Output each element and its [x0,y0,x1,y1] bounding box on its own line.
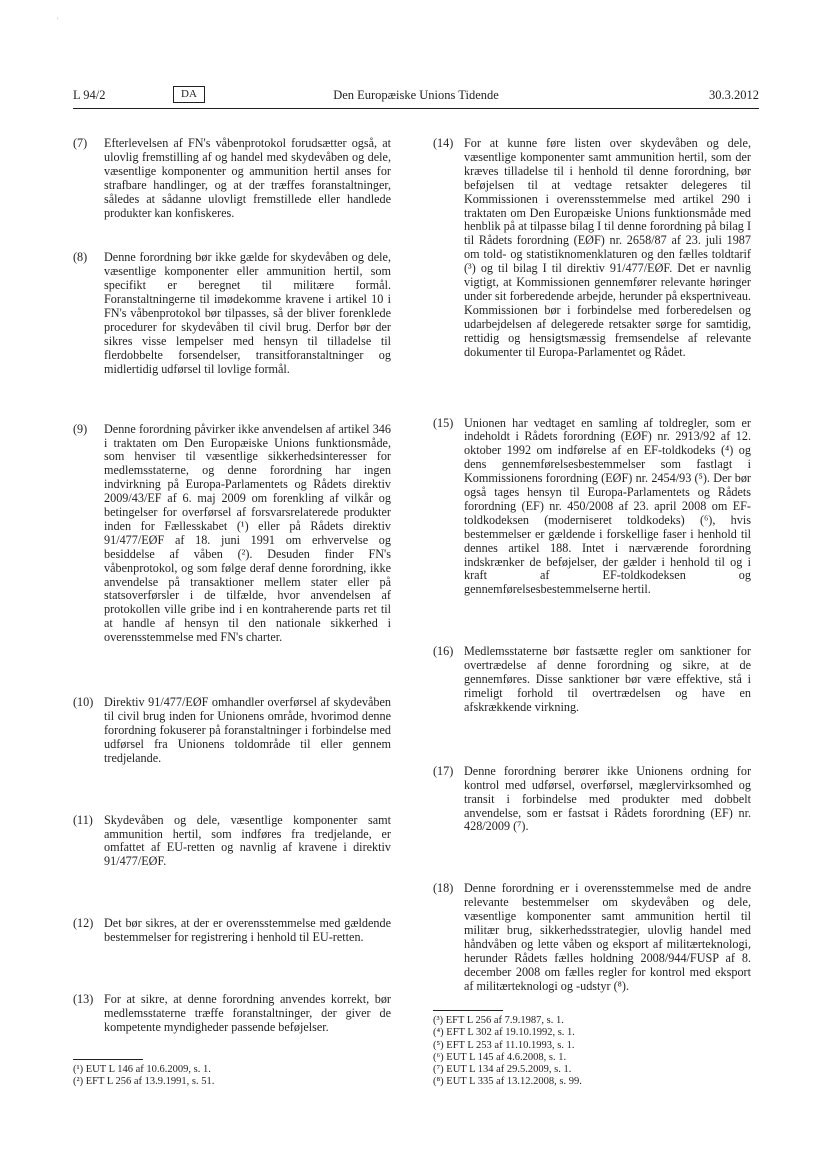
recital-number: (16) [433,644,454,659]
footnote: (²) EFT L 256 af 13.9.1991, s. 51. [73,1076,215,1088]
recital-number: (7) [73,136,88,150]
recital-number: (11) [73,812,93,827]
footnote: (⁷) EUT L 134 af 29.5.2009, s. 1. [433,1064,572,1076]
recital-10 [73,696,391,766]
recital-number: (17) [433,763,454,778]
recital-11 [73,814,391,870]
journal-title: Den Europæiske Unions Tidende [333,88,499,102]
recital-text: For at sikre, at denne forordning anvendes korrekt, bør medlemsstaterne træffe foranstaltninger, der giver de kompetente myndigheder passende beføjelser. [104,992,391,1034]
recital-7 [73,137,391,220]
recital-16 [433,645,751,715]
recital-15 [433,417,751,598]
scan-mark: ' [57,16,59,26]
right-column [433,137,751,994]
recital-13 [73,993,391,1035]
recital-14 [433,137,751,360]
page-reference: L 94/2 [73,88,106,102]
footnote-rule [73,1059,143,1060]
header-rule [73,108,759,109]
recital-text: Denne forordning bør ikke gælde for skydevåben og dele, væsentlige komponenter eller ammunition hertil, som specifikt er beregnet til militære formål. Foranstaltningerne til imødekomme kravene i artikel 10 i FN's våbenprotokol bør tilpasses, så der bliver forenklede procedurer for skydevåben til civil brug. Derfor bør der sikres visse lempelser med hensyn til tilladelse til flerdobbelte forsendelser, transitforanstaltninger og midlertidig udførsel til lovlige formål. [104,250,391,376]
recital-text: Medlemsstaterne bør fastsætte regler om sanktioner for overtrædelse af denne forordning og sikre, at de gennemføres. Disse sanktioner bør være effektive, stå i rimeligt forhold til overtrædelsen og have en afskrækkende virkning. [464,644,751,714]
recital-12 [73,917,391,945]
recital-text: For at kunne føre listen over skydevåben og dele, væsentlige komponenter samt ammunition hertil, som der kræves tilladelse til i henhold til denne forordning, bør beføjelsen til at vedtage retsakter delegeres til Kommissionen i overensstemmelse med artikel 290 i traktaten om Den Europæiske Unions funktionsmåde med henblik på at tilpasse bilag I til denne forordning på bilag I til Rådets forordning (EØF) nr. 2658/87 af 23. juli 1987 om told- og statistiknomenklaturen og den fælles toldtarif (³) og til bilag I til direktiv 91/477/EØF. Det er navnlig vigtigt, at Kommissionen gennemfører relevante høringer under sit forberedende arbejde, herunder på ekspertniveau. Kommissionen bør i forbindelse med forberedelsen og udarbejdelsen af delegerede retsakter sørge for samtidig, rettidig og hensigtsmæssig fremsendelse af relevante dokumenter til Europa-Parlamentet og Rådet. [464,136,751,359]
recital-text: Det bør sikres, at der er overensstemmelse med gældende bestemmelser for registrering i henhold til EU-retten. [104,916,391,945]
recital-number: (13) [73,992,94,1007]
recital-number: (9) [73,421,88,436]
recital-number: (18) [433,881,454,896]
recital-17 [433,765,751,835]
recital-text: Denne forordning berører ikke Unionens ordning for kontrol med udførsel, overførsel, mæglervirksomhed og transit i forbindelse med produkter med dobbelt anvendelse, som er fastsat i Rådets forordning (EF) nr. 428/2009 (⁷). [464,763,751,834]
recital-text: Unionen har vedtaget en samling af toldregler, som er indeholdt i Rådets forordning (EØF) nr. 2913/92 af 12. oktober 1992 om indførelse af en EF-toldkodeks (⁴) og dens gennemførelsesbestemmelser som fastlagt i Kommissionens forordning (EØF) nr. 2454/93 (⁵). Der bør også tages hensyn til Europa-Parlamentets og Rådets forordning (EF) nr. 450/2008 af 23. april 2008 om EF-toldkodeksen (moderniseret toldkodeks) (⁶), hvis bestemmelser er gældende i forskellige faser i henhold til dennes artikel 188. Intet i nærværende forordning indskrænker de beføjelser, der gælder i henhold til og i kraft af EF-toldkodeksen og gennemførelsesbestemmelserne hertil. [464,415,751,597]
recital-text: Direktiv 91/477/EØF omhandler overførsel af skydevåben til civil brug inden for Unionens område, hvorimod denne forordning fokuserer på foranstaltninger i forbindelse med udførsel fra Unionens toldområde til eller gennem tredjelande. [104,695,391,765]
recital-number: (8) [73,250,88,265]
footnote: (⁵) EFT L 253 af 11.10.1993, s. 1. [433,1039,575,1051]
recital-text: Denne forordning er i overensstemmelse med de andre relevante bestemmelser om skydevåben og dele, væsentlige komponenter samt ammunition hertil til militær brug, sikkerhedsstrategier, ulovlig handel med håndvåben og lette våben og eksport af militærteknologi, herunder Rådets fælles holdning 2008/944/FUSP af 8. december 2008 om fælles regler for kontrol med eksport af militærteknologi og -udstyr (⁸). [464,881,751,993]
recital-18 [433,882,751,993]
recital-number: (14) [433,136,454,150]
footnotes-left [73,1059,214,1089]
publication-date: 30.3.2012 [709,88,759,102]
footnote: (¹) EUT L 146 af 10.6.2009, s. 1. [73,1064,211,1075]
recital-text: Denne forordning påvirker ikke anvendelsen af artikel 346 i traktaten om Den Europæiske Unions funktionsmåde, som henviser til væsentlige sikkerhedsinteresser for medlemsstaterne, og denne forordning har ingen indvirkning på Europa-Parlamentets og Rådets direktiv 2009/43/EF af 6. maj 2009 om forenkling af vilkår og betingelser for overførsel af forsvarsrelaterede produkter inden for Fællesskabet (¹) eller på Rådets direktiv 91/477/EØF af 18. juni 1991 om erhvervelse og besiddelse af våben (²). Desuden finder FN's våbenprotokol, og som følge deraf denne forordning, ikke anvendelse på transaktioner mellem stater eller på statsoverførsler i de tilfælde, hvor anvendelsen af protokollen ville gribe ind i en kontraherende parts ret til at handle af hensyn til den nationale sikkerhed i overensstemmelse med FN's charter. [104,421,391,645]
recital-8 [73,251,391,376]
language-badge: DA [173,86,205,103]
recital-text: Efterlevelsen af FN's våbenprotokol forudsætter også, at ulovlig fremstilling af og handel med skydevåben og dele, væsentlige komponenter og ammunition hertil anses for strafbare handlinger, og at der træffes foranstaltninger, således at sådanne ulovligt fremstillede eller handlede produkter kan konfiskeres. [104,136,391,220]
page-header [73,86,759,106]
footnote: (⁶) EUT L 145 af 4.6.2008, s. 1. [433,1051,567,1063]
recital-number: (12) [73,916,94,931]
footnote: (³) EFT L 256 af 7.9.1987, s. 1. [433,1015,564,1026]
left-column [73,137,391,1035]
footnotes-right [433,1010,582,1089]
recital-text: Skydevåben og dele, væsentlige komponenter samt ammunition hertil, som indføres fra tredjelande, er omfattet af EU-retten og navnlig af kravene i direktiv 91/477/EØF. [104,812,391,869]
footnote-rule [433,1010,503,1011]
footnote: (⁴) EFT L 302 af 19.10.1992, s. 1. [433,1027,575,1039]
recital-number: (15) [433,415,454,430]
recital-9 [73,423,391,646]
footnote: (⁸) EUT L 335 af 13.12.2008, s. 99. [433,1076,582,1088]
recital-number: (10) [73,695,94,710]
